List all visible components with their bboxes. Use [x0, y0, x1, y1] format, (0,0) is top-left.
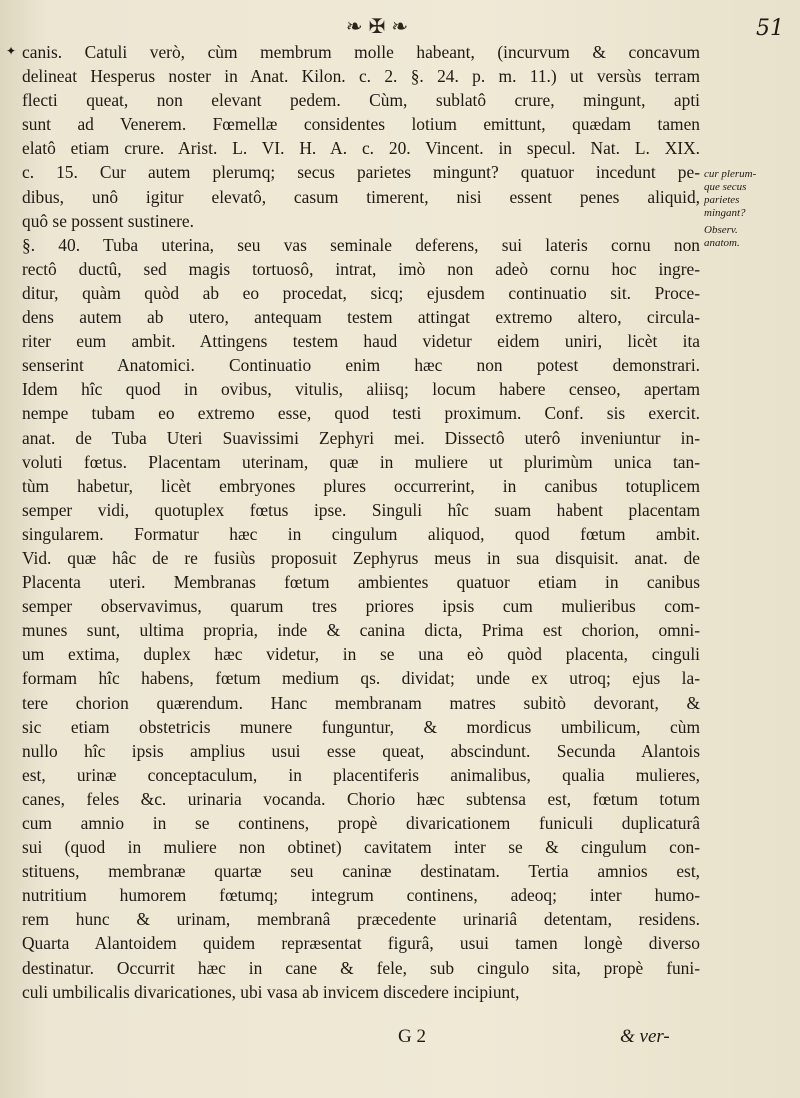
- margin-notes: [704, 168, 794, 250]
- margin-note-line: mingant?: [704, 207, 746, 219]
- text-line: Quarta Alantoidem quidem repræsentat figurâ, usui tamen longè diverso: [22, 933, 700, 954]
- margin-note-line: parietes: [704, 194, 740, 206]
- text-line: destinatur. Occurrit hæc in cane & fele, sub cingulo sita, propè funi-: [22, 957, 700, 978]
- page-footer: [0, 1022, 800, 1052]
- paragraph-marker-icon: ✦: [6, 44, 17, 58]
- text-line: nullo hîc ipsis amplius usui esse queat, abscindunt. Secunda Alantois: [22, 740, 700, 761]
- text-line: sunt ad Venerem. Fœmellæ considentes lotium emittunt, quædam tamen: [22, 114, 700, 135]
- text-line: stituens, membranæ quartæ seu caninæ destinatam. Tertia amnios est,: [22, 861, 700, 882]
- text-line: sui (quod in muliere non obtinet) cavitatem inter se & cingulum con-: [22, 837, 700, 858]
- text-line: senserint Anatomici. Continuatio enim hæc non potest demonstrari.: [22, 355, 700, 376]
- text-line: quô se possent sustinere.: [22, 210, 194, 231]
- header-ornament: ❧✠❧: [345, 14, 415, 38]
- text-line: ditur, quàm quòd ab eo procedat, sicq; ejusdem continuatio sit. Proce-: [22, 282, 700, 303]
- margin-note-line: cur plerum-: [704, 168, 757, 180]
- text-line: elatô etiam crure. Arist. L. VI. H. A. c. 20. Vincent. in specul. Nat. L. XIX.: [22, 138, 700, 159]
- text-line: §. 40. Tuba uterina, seu vas seminale deferens, sui lateris cornu non: [22, 234, 700, 255]
- text-line: delineat Hesperus noster in Anat. Kilon. c. 2. §. 24. p. m. 11.) ut versùs terram: [22, 66, 700, 87]
- text-line: flecti queat, non elevant pedem. Cùm, sublatô crure, mingunt, apti: [22, 90, 700, 111]
- text-line: nempe tubam eo extremo esse, quod testi proximum. Conf. sis exercit.: [22, 403, 700, 424]
- text-line: culi umbilicalis divaricationes, ubi vasa ab invicem discedere incipiunt,: [22, 981, 520, 1002]
- margin-note-line: Observ.: [704, 224, 738, 236]
- margin-note: [704, 168, 794, 220]
- signature-mark: G 2: [398, 1026, 426, 1047]
- text-line: Idem hîc quod in ovibus, vitulis, aliisq; locum habere censeo, apertam: [22, 379, 700, 400]
- text-line: tere chorion quærendum. Hanc membranam matres subitò devorant, &: [22, 692, 700, 713]
- text-line: Placenta uteri. Membranas fœtum ambientes quatuor etiam in canibus: [22, 572, 700, 593]
- margin-note-line: anatom.: [704, 237, 740, 249]
- page-header: [0, 12, 800, 42]
- text-line: sic etiam obstetricis munere funguntur, & mordicus umbilicum, cùm: [22, 716, 700, 737]
- text-line: canes, feles &c. urinaria vocanda. Chorio hæc subtensa est, fœtum totum: [22, 788, 700, 809]
- text-line: riter eum ambit. Attingens testem haud videtur eidem uniri, licèt ita: [22, 331, 700, 352]
- text-line: nutritium humorem fœtumq; integrum continens, adeoq; inter humo-: [22, 885, 700, 906]
- margin-note-line: que secus: [704, 181, 747, 193]
- text-line: tùm habetur, licèt embryones plures occurrerint, in canibus totuplicem: [22, 475, 700, 496]
- text-line: semper vidi, quotuplex fœtus ipse. Singuli hîc suam habent placentam: [22, 499, 700, 520]
- text-line: formam hîc habens, fœtum medium qs. dividat; unde ex utroq; ejus la-: [22, 668, 700, 689]
- text-line: Vid. quæ hâc de re fusiùs proposuit Zephyrus meus in sua disquisit. anat. de: [22, 547, 700, 568]
- text-line: dens autem ab utero, antequam testem attingat extremo altero, circula-: [22, 307, 700, 328]
- text-line: rectô ductû, sed magis tortuosô, intrat, imò non adeò cornu hoc ingre-: [22, 258, 700, 279]
- text-line: c. 15. Cur autem plerumq; secus parietes mingunt? quatuor incedunt pe-: [22, 162, 700, 183]
- text-line: munes sunt, ultima propria, inde & canina dicta, Prima est chorion, omni-: [22, 620, 700, 641]
- text-line: rem hunc & urinam, membranâ præcedente urinariâ detentam, residens.: [22, 909, 700, 930]
- text-line: cum amnio in se continens, propè divaricationem funiculi duplicaturâ: [22, 813, 700, 833]
- text-line: anat. de Tuba Uteri Suavissimi Zephyri mei. Dissectô uterô inveniuntur in-: [22, 427, 700, 448]
- text-line: est, urinæ conceptaculum, in placentiferis animalibus, qualia mulieres,: [22, 764, 700, 785]
- text-line: dibus, unô igitur elevatô, casum timerent, nisi essent penes aliquid,: [22, 186, 700, 207]
- catchword: & ver-: [620, 1026, 670, 1047]
- page-number: 51: [756, 16, 784, 41]
- text-line: semper observavimus, quarum tres priores ipsis cum mulieribus com-: [22, 596, 700, 617]
- margin-note: [704, 224, 794, 250]
- text-line: um extima, duplex hæc videtur, in se una eò quòd placenta, cinguli: [22, 644, 700, 665]
- text-line: singularem. Formatur hæc in cingulum aliquod, quod fœtum ambit.: [22, 523, 700, 544]
- text-line: canis. Catuli verò, cùm membrum molle habeant, (incurvum & concavum: [22, 42, 700, 62]
- main-text-block: [22, 40, 700, 1004]
- text-line: voluti fœtus. Placentam uterinam, quæ in muliere ut plurimùm unica tan-: [22, 451, 700, 472]
